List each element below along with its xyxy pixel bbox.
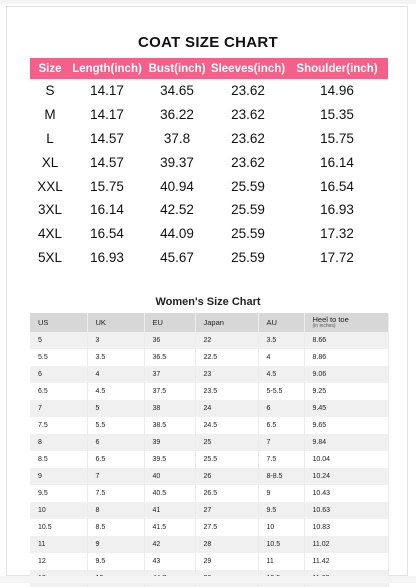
coat-cell-bust: 45.67: [160, 249, 194, 265]
women-cell-us: 5.5: [30, 349, 87, 366]
women-cell-japan: 27.5: [195, 519, 258, 536]
coat-header-row: [30, 58, 388, 79]
women-cell-us: 10.5: [30, 519, 87, 536]
women-cell-uk: 5: [87, 400, 144, 417]
women-cell-japan: 26.5: [195, 485, 258, 502]
coat-cell-shoulder: 16.54: [320, 178, 354, 194]
coat-header-length: Length(inch): [70, 58, 144, 79]
women-cell-japan: 22.5: [195, 349, 258, 366]
women-cell-us: 6: [30, 366, 87, 383]
women-cell-eu: 38.5: [144, 417, 195, 434]
women-cell-heel-to-toe: 9.06: [304, 366, 388, 383]
coat-cell-size: S: [45, 83, 55, 99]
women-table-row: [30, 451, 388, 468]
women-cell-uk: 9.5: [87, 553, 144, 570]
coat-cell-shoulder: 15.35: [320, 107, 354, 123]
women-cell-us: 5: [30, 332, 87, 349]
coat-cell-bust: 37.8: [163, 130, 191, 146]
heel-to-toe-label: Heel to toe: [312, 315, 349, 324]
women-cell-japan: 25: [195, 434, 258, 451]
coat-cell-sleeves: 23.62: [231, 154, 265, 170]
women-cell-au: 7: [258, 434, 304, 451]
coat-table-row: [30, 174, 388, 198]
coat-cell-sleeves: 23.62: [231, 107, 265, 123]
women-cell-eu: 36.5: [144, 349, 195, 366]
women-table-row: [30, 349, 388, 366]
women-cell-heel-to-toe: 9.45: [304, 400, 388, 417]
women-cell-eu: 38: [144, 400, 195, 417]
coat-cell-shoulder: 16.93: [320, 202, 354, 218]
coat-table-row: [30, 198, 388, 222]
women-cell-japan: 27: [195, 502, 258, 519]
coat-cell-length: 14.57: [90, 130, 124, 146]
coat-cell-size: 3XL: [37, 202, 63, 218]
women-size-table: [30, 313, 389, 587]
coat-header-sleeves: Sleeves(inch): [210, 58, 286, 79]
coat-table-row: [30, 222, 388, 246]
coat-cell-size: XL: [41, 154, 59, 170]
women-cell-heel-to-toe: 9.25: [304, 383, 388, 400]
coat-table-row: [30, 150, 388, 174]
heel-to-toe-unit: (in inches): [312, 323, 336, 329]
women-cell-au: 10.5: [258, 536, 304, 553]
coat-cell-sleeves: 23.62: [231, 83, 265, 99]
women-cell-eu: 40: [144, 468, 195, 485]
women-table-row: [30, 434, 388, 451]
women-cell-au: 8-8.5: [258, 468, 304, 485]
women-cell-eu: 41.5: [144, 519, 195, 536]
women-cell-au: 6: [258, 400, 304, 417]
women-table-row: [30, 400, 388, 417]
coat-cell-sleeves: 23.62: [231, 130, 265, 146]
coat-cell-bust: 34.65: [160, 83, 194, 99]
women-cell-us: 8.5: [30, 451, 87, 468]
women-cell-uk: 4: [87, 366, 144, 383]
women-cell-au: 9.5: [258, 502, 304, 519]
women-cell-uk: 9: [87, 536, 144, 553]
coat-cell-length: 14.17: [90, 107, 124, 123]
coat-size-table: [30, 58, 388, 269]
women-table-row: [30, 553, 388, 570]
women-header-heel-to-toe: [304, 313, 388, 332]
bottom-edge: [0, 576, 416, 583]
coat-cell-size: 5XL: [37, 249, 63, 265]
women-cell-au: 5-5.5: [258, 383, 304, 400]
women-cell-heel-to-toe: 10.63: [304, 502, 388, 519]
women-cell-japan: 28: [195, 536, 258, 553]
coat-cell-bust: 40.94: [160, 178, 194, 194]
women-cell-heel-to-toe: 10.43: [304, 485, 388, 502]
women-table-row: [30, 417, 388, 434]
women-table-row: [30, 366, 388, 383]
women-cell-us: 11: [30, 536, 87, 553]
women-cell-au: 10: [258, 519, 304, 536]
coat-cell-shoulder: 17.32: [320, 226, 354, 242]
coat-header-shoulder: Shoulder(inch): [286, 58, 388, 79]
women-cell-us: 12: [30, 553, 87, 570]
women-cell-heel-to-toe: 10.04: [304, 451, 388, 468]
women-table-row: [30, 519, 388, 536]
women-cell-heel-to-toe: 10.83: [304, 519, 388, 536]
coat-table-row: [30, 246, 388, 270]
coat-cell-length: 14.17: [90, 83, 124, 99]
women-cell-japan: 26: [195, 468, 258, 485]
women-cell-japan: 24: [195, 400, 258, 417]
women-cell-uk: 8.5: [87, 519, 144, 536]
coat-cell-length: 15.75: [90, 178, 124, 194]
women-cell-au: 11: [258, 553, 304, 570]
women-cell-uk: 3.5: [87, 349, 144, 366]
coat-cell-bust: 39.37: [160, 154, 194, 170]
women-header-au: AU: [258, 313, 304, 332]
women-header-us: US: [30, 313, 87, 332]
women-cell-us: 7.5: [30, 417, 87, 434]
women-header-japan: Japan: [195, 313, 258, 332]
women-cell-uk: 7.5: [87, 485, 144, 502]
coat-cell-size: L: [46, 130, 54, 146]
women-cell-eu: 39: [144, 434, 195, 451]
coat-chart-title: COAT SIZE CHART: [137, 34, 279, 51]
women-cell-heel-to-toe: 10.24: [304, 468, 388, 485]
coat-cell-bust: 42.52: [160, 202, 194, 218]
women-table-row: [30, 332, 388, 349]
coat-cell-size: 4XL: [37, 226, 63, 242]
coat-cell-shoulder: 15.75: [320, 130, 354, 146]
women-cell-heel-to-toe: 11.42: [304, 553, 388, 570]
coat-table-row: [30, 79, 388, 103]
women-table-body: [30, 332, 388, 587]
women-cell-us: 6.5: [30, 383, 87, 400]
coat-cell-length: 14.57: [90, 154, 124, 170]
coat-header-size: Size: [30, 58, 70, 79]
women-cell-us: 10: [30, 502, 87, 519]
women-cell-japan: 23: [195, 366, 258, 383]
women-cell-eu: 36: [144, 332, 195, 349]
women-cell-heel-to-toe: 11.02: [304, 536, 388, 553]
women-cell-eu: 37: [144, 366, 195, 383]
women-table-row: [30, 383, 388, 400]
coat-cell-shoulder: 14.96: [320, 83, 354, 99]
coat-cell-length: 16.54: [90, 226, 124, 242]
women-cell-japan: 24.5: [195, 417, 258, 434]
women-cell-eu: 42: [144, 536, 195, 553]
coat-cell-size: XXL: [37, 178, 63, 194]
coat-table-body: [30, 79, 388, 269]
women-cell-uk: 8: [87, 502, 144, 519]
women-cell-us: 9: [30, 468, 87, 485]
women-cell-japan: 23.5: [195, 383, 258, 400]
coat-cell-size: M: [44, 107, 56, 123]
coat-cell-length: 16.14: [90, 202, 124, 218]
women-cell-eu: 43: [144, 553, 195, 570]
women-header-eu: EU: [144, 313, 195, 332]
top-edge: [0, 0, 416, 4]
women-cell-us: 9.5: [30, 485, 87, 502]
women-header-uk: UK: [87, 313, 144, 332]
women-header-row: [30, 313, 388, 332]
women-cell-uk: 4.5: [87, 383, 144, 400]
women-cell-uk: 6: [87, 434, 144, 451]
women-cell-us: 7: [30, 400, 87, 417]
women-cell-uk: 3: [87, 332, 144, 349]
coat-cell-sleeves: 25.59: [231, 226, 265, 242]
women-table-row: [30, 485, 388, 502]
coat-cell-bust: 44.09: [160, 226, 194, 242]
women-cell-japan: 22: [195, 332, 258, 349]
coat-cell-shoulder: 16.14: [320, 154, 354, 170]
women-cell-au: 9: [258, 485, 304, 502]
women-cell-au: 4.5: [258, 366, 304, 383]
coat-cell-length: 16.93: [90, 249, 124, 265]
women-cell-au: 4: [258, 349, 304, 366]
women-cell-us: 8: [30, 434, 87, 451]
women-cell-uk: 7: [87, 468, 144, 485]
coat-cell-sleeves: 25.59: [231, 202, 265, 218]
coat-cell-bust: 36.22: [160, 107, 194, 123]
women-cell-eu: 39.5: [144, 451, 195, 468]
women-cell-heel-to-toe: 9.84: [304, 434, 388, 451]
coat-table-row: [30, 103, 388, 127]
women-cell-au: 3.5: [258, 332, 304, 349]
coat-header-bust: Bust(inch): [144, 58, 210, 79]
women-cell-uk: 6.5: [87, 451, 144, 468]
women-cell-heel-to-toe: 8.66: [304, 332, 388, 349]
women-cell-japan: 25.5: [195, 451, 258, 468]
women-chart-title: Women's Size Chart: [155, 296, 261, 308]
women-cell-eu: 41: [144, 502, 195, 519]
women-table-row: [30, 468, 388, 485]
women-cell-heel-to-toe: 8.86: [304, 349, 388, 366]
women-table-row: [30, 502, 388, 519]
women-cell-eu: 40.5: [144, 485, 195, 502]
women-cell-uk: 5.5: [87, 417, 144, 434]
women-cell-heel-to-toe: 9.65: [304, 417, 388, 434]
women-cell-au: 7.5: [258, 451, 304, 468]
women-table-row: [30, 536, 388, 553]
women-cell-eu: 37.5: [144, 383, 195, 400]
women-cell-au: 6.5: [258, 417, 304, 434]
coat-cell-sleeves: 25.59: [231, 178, 265, 194]
coat-table-row: [30, 127, 388, 151]
women-cell-japan: 29: [195, 553, 258, 570]
coat-cell-sleeves: 25.59: [231, 249, 265, 265]
coat-cell-shoulder: 17.72: [320, 249, 354, 265]
